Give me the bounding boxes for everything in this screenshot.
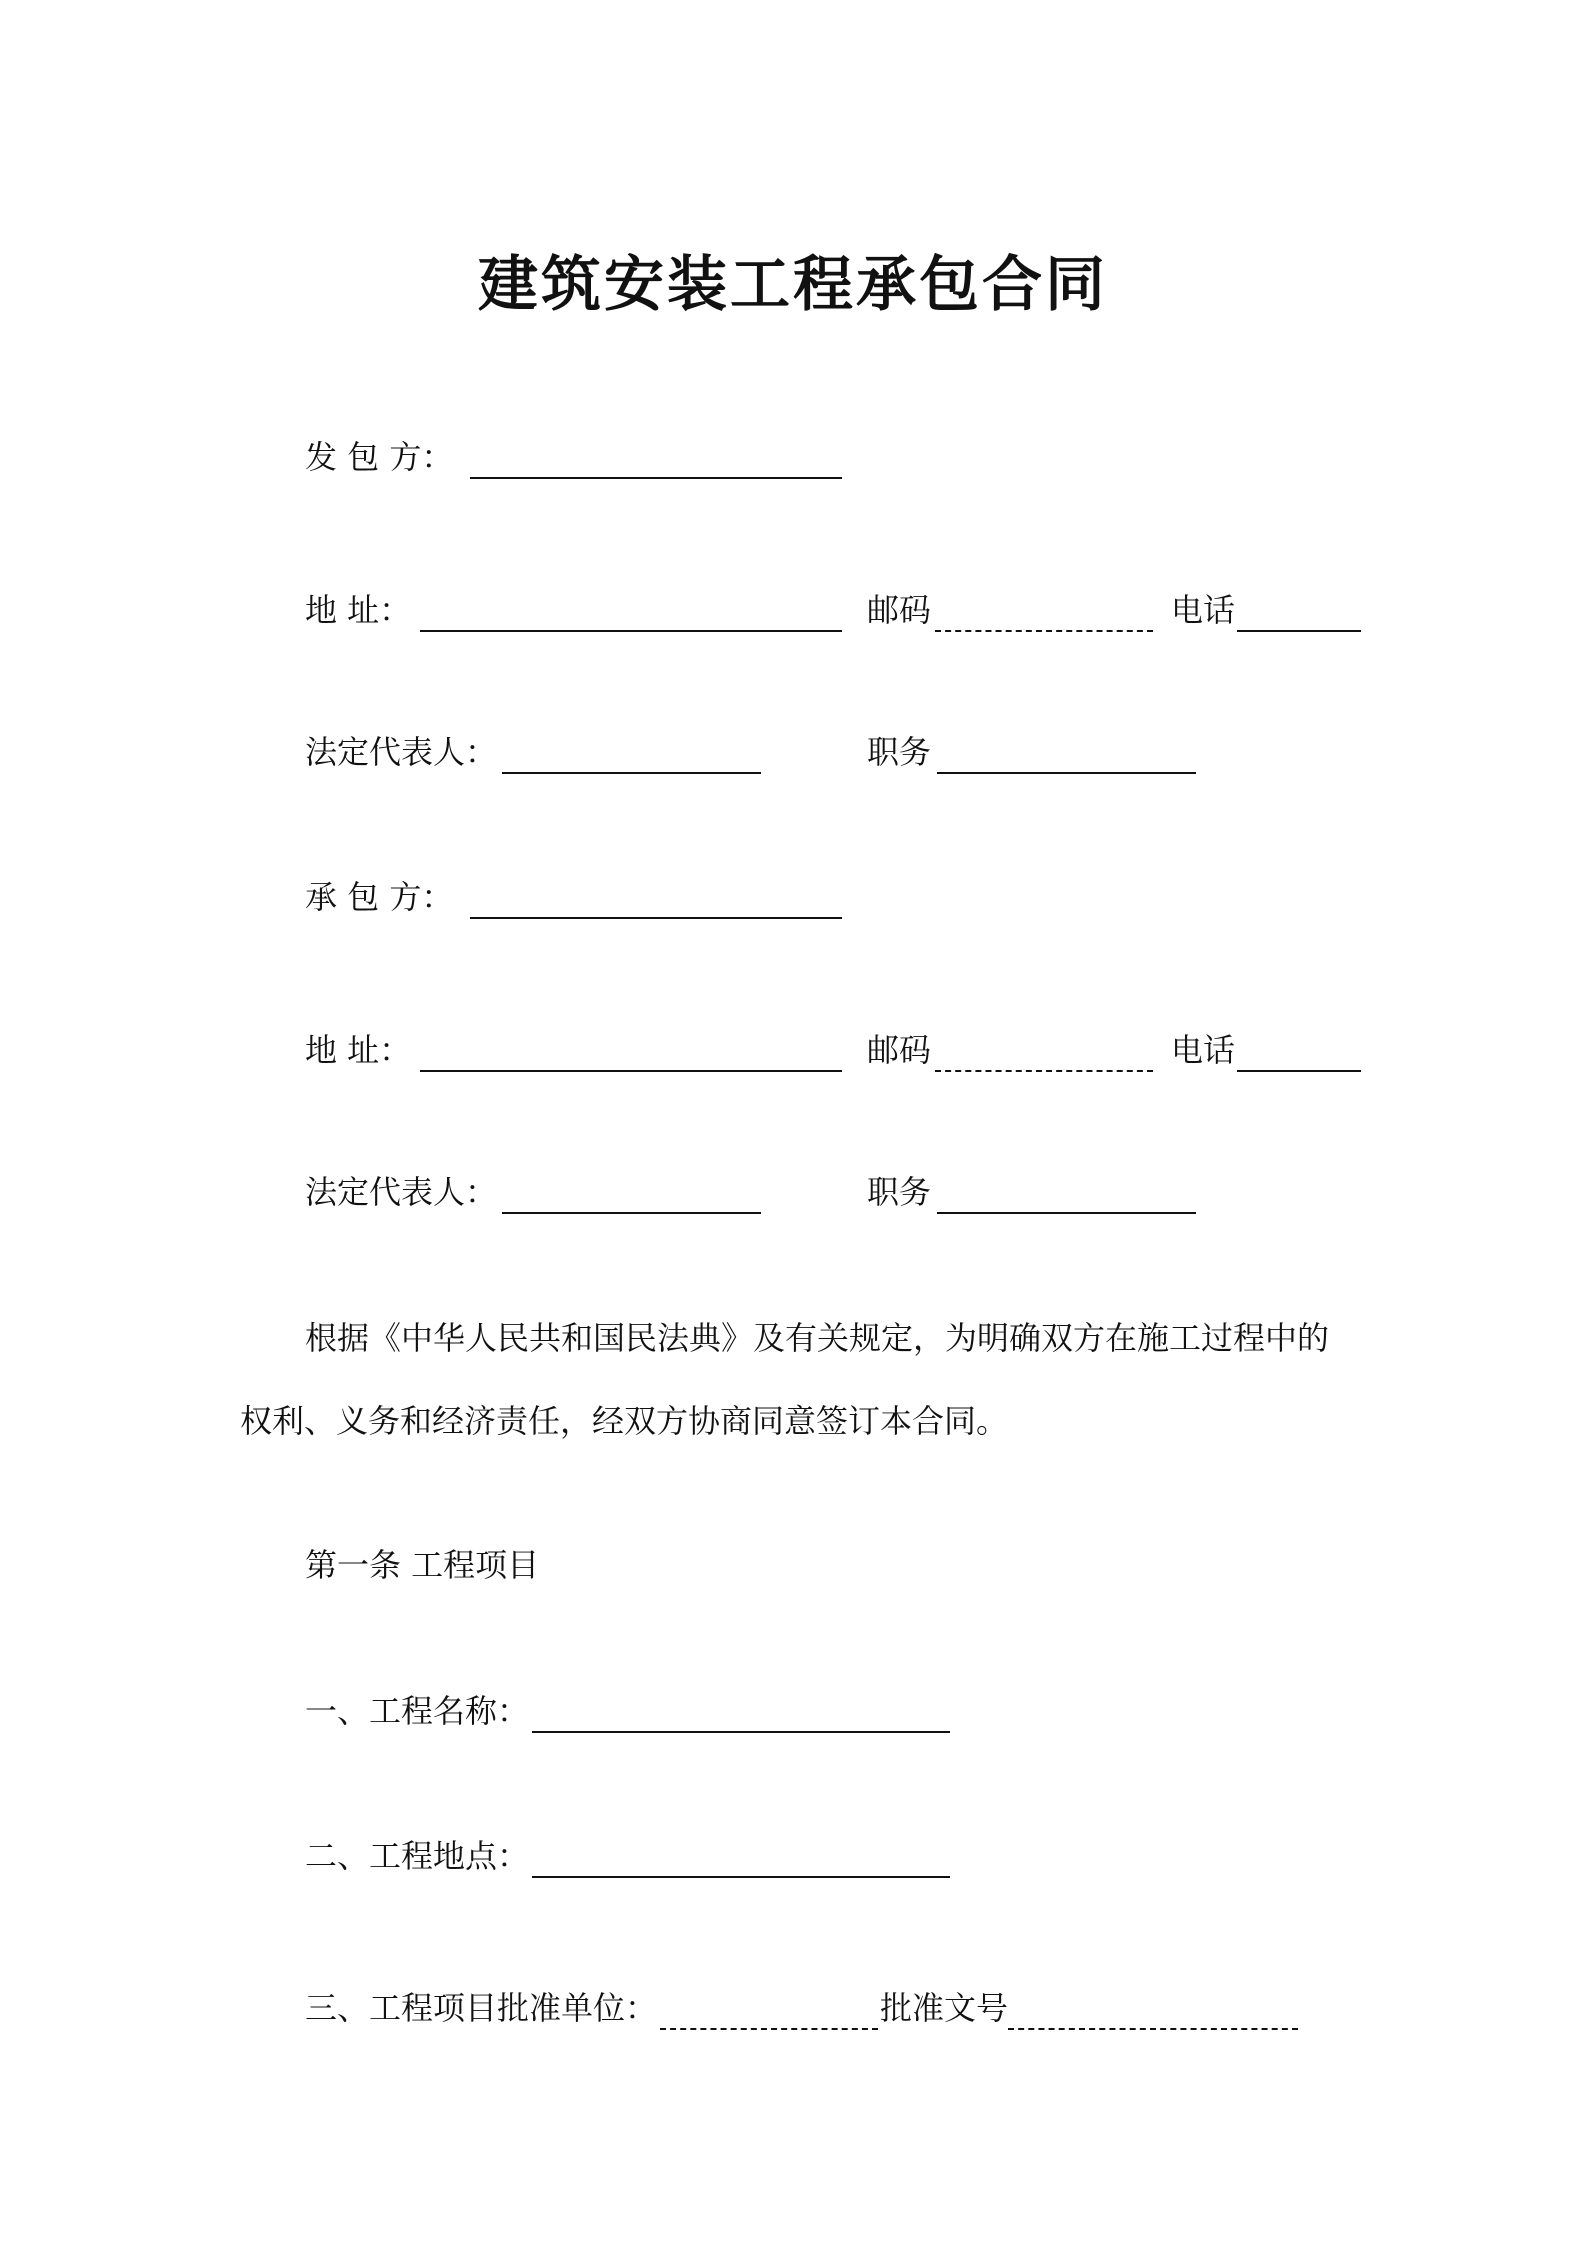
party-b-field[interactable] xyxy=(470,917,842,919)
party-a-field[interactable] xyxy=(470,477,842,479)
party-b-phone-field[interactable] xyxy=(1237,1070,1361,1072)
project-name-row xyxy=(305,1686,1005,1736)
party-a-address-label: 地 址： xyxy=(305,591,412,629)
party-a-legal-rep-field[interactable] xyxy=(502,772,761,774)
approval-unit-label: 三、工程项目批准单位： xyxy=(305,1989,658,2027)
party-b-position-label: 职务 xyxy=(867,1173,932,1211)
approval-no-field[interactable] xyxy=(1008,2028,1298,2030)
party-b-label: 承 包 方： xyxy=(305,878,454,916)
approval-row xyxy=(305,1983,1305,2033)
party-b-position-field[interactable] xyxy=(937,1212,1196,1214)
project-location-field[interactable] xyxy=(532,1876,950,1878)
party-b-legal-rep-row xyxy=(305,1167,1205,1217)
party-a-postcode-field[interactable] xyxy=(935,630,1153,632)
party-b-phone-label: 电话 xyxy=(1171,1031,1236,1069)
party-b-address-field[interactable] xyxy=(420,1070,842,1072)
party-b-postcode-field[interactable] xyxy=(935,1070,1153,1072)
party-a-phone-label: 电话 xyxy=(1171,591,1236,629)
party-a-label: 发 包 方： xyxy=(305,438,454,476)
party-b-postcode-label: 邮码 xyxy=(867,1031,932,1069)
project-location-row xyxy=(305,1831,1005,1881)
party-a-position-label: 职务 xyxy=(867,733,932,771)
party-b-row xyxy=(305,872,865,922)
project-name-label: 一、工程名称： xyxy=(305,1692,530,1730)
intro-line-2: 权利、义务和经济责任，经双方协商同意签订本合同。 xyxy=(240,1402,1009,1440)
project-name-field[interactable] xyxy=(532,1731,950,1733)
party-a-address-row xyxy=(305,585,1365,635)
party-b-legal-rep-label: 法定代表人： xyxy=(305,1173,498,1211)
approval-unit-field[interactable] xyxy=(660,2028,878,2030)
party-b-address-row xyxy=(305,1025,1365,1075)
party-a-phone-field[interactable] xyxy=(1237,630,1361,632)
party-a-postcode-label: 邮码 xyxy=(867,591,932,629)
article-1-heading: 第一条 工程项目 xyxy=(305,1546,540,1584)
party-a-legal-rep-label: 法定代表人： xyxy=(305,733,498,771)
party-b-address-label: 地 址： xyxy=(305,1031,412,1069)
intro-line-1: 根据《中华人民共和国民法典》及有关规定，为明确双方在施工过程中的 xyxy=(305,1319,1330,1357)
approval-no-label: 批准文号 xyxy=(880,1989,1009,2027)
project-location-label: 二、工程地点： xyxy=(305,1837,530,1875)
party-a-legal-rep-row xyxy=(305,727,1205,777)
party-a-row xyxy=(305,432,865,482)
party-a-position-field[interactable] xyxy=(937,772,1196,774)
document-title: 建筑安装工程承包合同 xyxy=(478,250,1108,320)
party-b-legal-rep-field[interactable] xyxy=(502,1212,761,1214)
party-a-address-field[interactable] xyxy=(420,630,842,632)
